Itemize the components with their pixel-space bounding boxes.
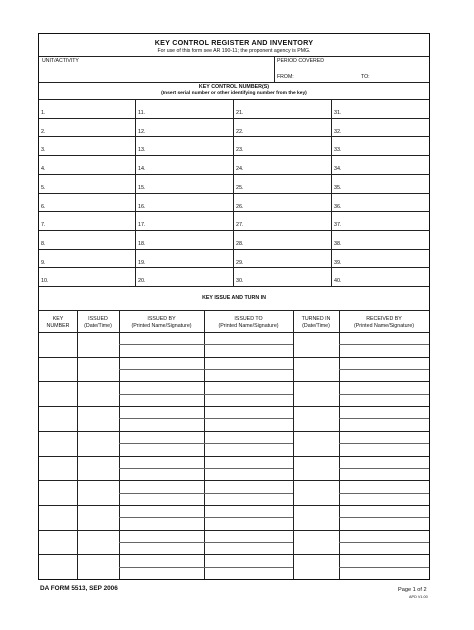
key-number-field[interactable] <box>136 99 234 118</box>
issue-column-header <box>119 316 204 329</box>
table-cell[interactable] <box>204 456 293 481</box>
key-number-field[interactable] <box>332 174 430 193</box>
key-number-label: 16. <box>138 203 146 210</box>
key-number-label: 19. <box>138 259 146 266</box>
column-header-line2: NUMBER <box>46 322 70 329</box>
table-cell[interactable] <box>339 406 429 431</box>
column-header-line1: RECEIVED BY <box>366 316 402 322</box>
key-number-label: 12. <box>138 128 146 135</box>
from-label: FROM: <box>277 74 294 80</box>
key-number-field[interactable] <box>234 249 332 268</box>
unit-activity-label: UNIT/ACTIVITY <box>42 58 79 64</box>
table-cell[interactable] <box>119 406 204 431</box>
table-cell[interactable] <box>39 431 77 456</box>
key-number-label: 26. <box>236 203 244 210</box>
column-header-line2: (Printed Name/Signature) <box>218 322 279 329</box>
key-number-field[interactable] <box>39 136 135 155</box>
key-number-field[interactable] <box>136 230 234 249</box>
table-cell[interactable] <box>204 332 293 357</box>
table-cell[interactable] <box>339 332 429 357</box>
key-number-field[interactable] <box>332 193 430 212</box>
key-number-label: 21. <box>236 110 244 116</box>
key-number-label: 36. <box>334 203 342 210</box>
table-cell[interactable] <box>77 456 119 481</box>
key-number-label: 33. <box>334 147 342 154</box>
table-cell[interactable] <box>77 505 119 530</box>
key-number-field[interactable] <box>234 267 332 286</box>
to-label: TO: <box>361 74 370 80</box>
key-number-label: 29. <box>236 259 244 266</box>
table-cell[interactable] <box>204 505 293 530</box>
period-covered-label: PERIOD COVERED <box>277 58 324 64</box>
key-number-label: 20. <box>138 278 146 285</box>
key-number-label: 4. <box>41 166 46 173</box>
key-number-label: 35. <box>334 184 342 191</box>
table-cell[interactable] <box>293 406 339 431</box>
table-cell[interactable] <box>77 357 119 382</box>
issue-column-header <box>77 316 119 329</box>
key-number-field[interactable] <box>332 136 430 155</box>
key-number-label: 25. <box>236 184 244 191</box>
table-cell[interactable] <box>204 381 293 406</box>
column-header-line2: (Date/Time) <box>84 322 112 329</box>
issue-column-header <box>339 316 429 329</box>
table-cell[interactable] <box>204 357 293 382</box>
key-control-form <box>38 33 430 580</box>
form-title: KEY CONTROL REGISTER AND INVENTORY <box>154 38 314 47</box>
divider <box>39 310 429 311</box>
key-number-field[interactable] <box>39 193 135 212</box>
key-number-field[interactable] <box>39 230 135 249</box>
divider <box>274 56 275 82</box>
key-numbers-subtitle: (Insert serial number or other identifying number from the key) <box>161 91 307 96</box>
key-number-field[interactable] <box>234 136 332 155</box>
key-number-field[interactable] <box>39 118 135 137</box>
key-number-label: 34. <box>334 166 342 173</box>
table-cell[interactable] <box>39 381 77 406</box>
table-cell[interactable] <box>204 480 293 505</box>
table-cell[interactable] <box>293 381 339 406</box>
issue-section-title: KEY ISSUE AND TURN IN <box>202 295 266 301</box>
table-cell[interactable] <box>293 530 339 555</box>
table-cell[interactable] <box>77 480 119 505</box>
column-header-line2: (Printed Name/Signature) <box>131 322 192 329</box>
key-number-field[interactable] <box>136 193 234 212</box>
table-cell[interactable] <box>293 456 339 481</box>
key-number-field[interactable] <box>136 267 234 286</box>
key-numbers-title: KEY CONTROL NUMBER(S) <box>198 84 270 90</box>
key-number-field[interactable] <box>39 211 135 230</box>
table-cell[interactable] <box>293 357 339 382</box>
key-number-field[interactable] <box>39 174 135 193</box>
issue-column-header <box>204 316 293 329</box>
key-number-label: 28. <box>236 240 244 247</box>
table-cell[interactable] <box>339 456 429 481</box>
key-number-field[interactable] <box>136 211 234 230</box>
table-cell[interactable] <box>39 357 77 382</box>
table-cell[interactable] <box>339 357 429 382</box>
table-cell[interactable] <box>39 554 77 579</box>
table-cell[interactable] <box>77 406 119 431</box>
table-cell[interactable] <box>204 530 293 555</box>
key-number-field[interactable] <box>234 118 332 137</box>
key-number-field[interactable] <box>136 118 234 137</box>
column-header-line1: ISSUED BY <box>147 316 176 322</box>
key-number-field[interactable] <box>136 249 234 268</box>
key-number-label: 5. <box>41 184 46 191</box>
table-cell[interactable] <box>119 456 204 481</box>
issue-column-header <box>293 316 339 329</box>
key-number-field[interactable] <box>136 174 234 193</box>
key-number-label: 18. <box>138 240 146 247</box>
key-number-field[interactable] <box>39 249 135 268</box>
table-cell[interactable] <box>119 357 204 382</box>
key-number-field[interactable] <box>332 249 430 268</box>
table-cell[interactable] <box>39 505 77 530</box>
issue-column-header <box>39 316 77 329</box>
form-subtitle: For use of this form see AR 190-11; the proponent agency is PMG. <box>157 48 311 54</box>
form-version: APD V1.00 <box>409 595 428 599</box>
key-number-label: 39. <box>334 259 342 266</box>
table-cell[interactable] <box>293 480 339 505</box>
to-date-field[interactable] <box>373 72 427 81</box>
column-header-line1: ISSUED TO <box>234 316 263 322</box>
key-number-field[interactable] <box>39 267 135 286</box>
table-cell[interactable] <box>119 332 204 357</box>
key-number-field[interactable] <box>234 174 332 193</box>
key-number-field[interactable] <box>39 99 135 118</box>
key-number-label: 17. <box>138 222 146 229</box>
table-cell[interactable] <box>293 332 339 357</box>
table-cell[interactable] <box>77 332 119 357</box>
key-number-field[interactable] <box>332 211 430 230</box>
table-cell[interactable] <box>39 456 77 481</box>
key-number-label: 40. <box>334 278 342 285</box>
table-cell[interactable] <box>77 554 119 579</box>
divider <box>39 82 429 83</box>
table-cell[interactable] <box>119 480 204 505</box>
key-number-label: 37. <box>334 222 342 229</box>
key-number-field[interactable] <box>332 99 430 118</box>
table-cell[interactable] <box>204 554 293 579</box>
key-number-label: 31. <box>334 110 342 116</box>
key-number-label: 2. <box>41 128 46 135</box>
table-cell[interactable] <box>293 505 339 530</box>
table-cell[interactable] <box>339 480 429 505</box>
key-number-label: 23. <box>236 147 244 154</box>
table-cell[interactable] <box>39 332 77 357</box>
table-cell[interactable] <box>204 431 293 456</box>
key-number-field[interactable] <box>332 230 430 249</box>
table-cell[interactable] <box>39 480 77 505</box>
table-cell[interactable] <box>119 431 204 456</box>
key-number-label: 32. <box>334 128 342 135</box>
column-header-line1: ISSUED <box>88 316 108 322</box>
key-number-label: 10. <box>41 278 49 285</box>
table-cell[interactable] <box>39 530 77 555</box>
table-cell[interactable] <box>339 381 429 406</box>
table-cell[interactable] <box>119 554 204 579</box>
key-number-label: 8. <box>41 240 46 247</box>
table-cell[interactable] <box>339 505 429 530</box>
table-cell[interactable] <box>119 530 204 555</box>
unit-activity-field[interactable] <box>40 64 273 80</box>
table-cell[interactable] <box>77 530 119 555</box>
key-number-label: 27. <box>236 222 244 229</box>
key-number-label: 30. <box>236 278 244 285</box>
key-number-field[interactable] <box>332 118 430 137</box>
divider <box>39 286 429 287</box>
column-header-line2: (Printed Name/Signature) <box>353 322 415 329</box>
key-number-label: 11. <box>138 110 146 116</box>
key-number-field[interactable] <box>234 155 332 174</box>
key-number-field[interactable] <box>136 155 234 174</box>
table-cell[interactable] <box>293 554 339 579</box>
table-cell[interactable] <box>339 431 429 456</box>
divider <box>39 56 429 57</box>
column-header-line2: (Date/Time) <box>302 322 330 329</box>
key-number-field[interactable] <box>332 155 430 174</box>
column-header-line1: TURNED IN <box>301 316 331 322</box>
table-cell[interactable] <box>293 431 339 456</box>
key-number-label: 9. <box>41 259 46 266</box>
table-cell[interactable] <box>119 505 204 530</box>
key-number-label: 15. <box>138 184 146 191</box>
key-number-label: 13. <box>138 147 146 154</box>
table-cell[interactable] <box>339 554 429 579</box>
page-number: Page 1 of 2 <box>398 587 427 593</box>
table-cell[interactable] <box>77 431 119 456</box>
key-number-label: 38. <box>334 240 342 247</box>
key-number-field[interactable] <box>234 193 332 212</box>
table-cell[interactable] <box>339 530 429 555</box>
key-number-label: 24. <box>236 166 244 173</box>
key-number-label: 14. <box>138 166 146 173</box>
key-number-label: 1. <box>41 110 46 116</box>
table-cell[interactable] <box>204 406 293 431</box>
key-number-field[interactable] <box>39 155 135 174</box>
column-header-line1: KEY <box>52 316 64 322</box>
key-number-label: 7. <box>41 222 46 229</box>
key-number-field[interactable] <box>234 99 332 118</box>
key-number-field[interactable] <box>136 136 234 155</box>
table-cell[interactable] <box>39 406 77 431</box>
table-cell[interactable] <box>77 381 119 406</box>
key-number-label: 3. <box>41 147 46 154</box>
from-date-field[interactable] <box>296 72 358 81</box>
form-id: DA FORM 5513, SEP 2006 <box>40 585 118 592</box>
key-number-field[interactable] <box>234 211 332 230</box>
key-number-field[interactable] <box>332 267 430 286</box>
key-number-label: 22. <box>236 128 244 135</box>
key-number-label: 6. <box>41 203 46 210</box>
table-cell[interactable] <box>119 381 204 406</box>
key-number-field[interactable] <box>234 230 332 249</box>
